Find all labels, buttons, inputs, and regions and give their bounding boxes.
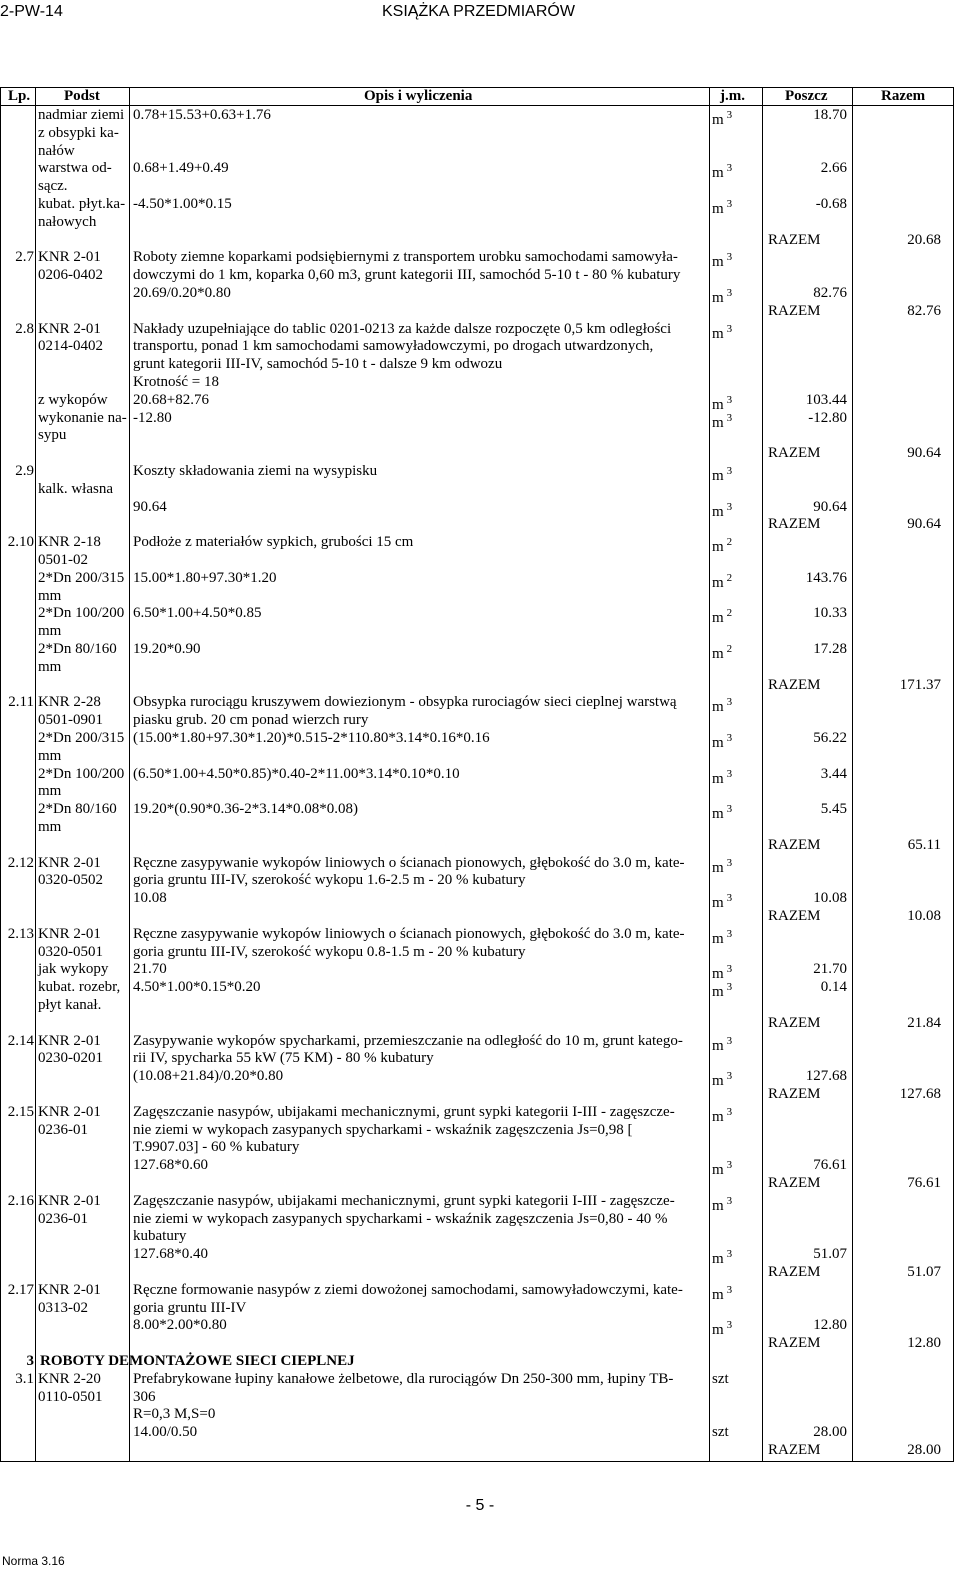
row-basis-line: kubat. rozebr, (38, 979, 121, 996)
row-partial-value: 143.76 (805, 569, 847, 586)
row-basis-line: nałów (38, 142, 75, 159)
row-basis-line: nadmiar ziemi (38, 107, 125, 123)
row-basis-line: 0230-0201 (38, 1050, 103, 1067)
row-basis-line: 0320-0502 (38, 872, 103, 889)
razem-label: RAZEM (768, 1086, 821, 1102)
row-unit: m $^3$ (712, 1319, 733, 1339)
row-description-line: 0.78+15.53+0.63+1.76 (133, 107, 271, 123)
row-basis-line: sypu (38, 427, 67, 444)
row-unit: m $^3$ (712, 767, 733, 787)
row-partial-value: 12.80 (813, 1317, 847, 1334)
row-description-line: goria gruntu III-IV, szerokość wykopu 1.6-2.5 m - 20 % kubatury (133, 872, 526, 889)
row-number: 2.7 (15, 249, 34, 266)
row-basis-line: mm (38, 747, 62, 764)
row-basis-line: mm (38, 658, 62, 675)
row-unit: m $^3$ (712, 500, 733, 520)
row-unit: m $^3$ (712, 109, 733, 128)
row-description-line: R=0,3 M,S=0 (133, 1406, 216, 1423)
row-partial-value: 18.70 (813, 107, 847, 123)
row-unit: m $^3$ (712, 465, 733, 484)
row-basis-line: płyt kanał. (38, 997, 102, 1013)
row-description-line: 127.68*0.60 (133, 1157, 208, 1174)
row-partial-value: -0.68 (815, 196, 847, 212)
row-basis-line: KNR 2-01 (38, 854, 101, 871)
row-unit: m $^3$ (712, 1283, 733, 1303)
document-title: KSIĄŻKA PRZEDMIARÓW (382, 3, 575, 20)
row-description-line: Ręczne zasypywanie wykopów liniowych o ścianach pionowych, głębokość do 3.0 m, kate- (133, 854, 685, 871)
row-unit: szt (712, 1424, 729, 1441)
razem-label: RAZEM (768, 231, 821, 248)
col-border-lp (35, 87, 36, 1462)
row-basis-line: 2*Dn 100/200 (38, 765, 125, 782)
row-number: 2.12 (7, 854, 34, 871)
row-unit: m $^3$ (712, 732, 733, 751)
row-partial-value: 5.45 (820, 801, 847, 818)
row-basis-line: 2*Dn 200/315 (38, 730, 125, 746)
row-description-line: kubatury (133, 1228, 187, 1245)
row-unit: m $^3$ (712, 981, 733, 1001)
razem-label: RAZEM (768, 1335, 821, 1352)
row-description-line: 19.20*(0.90*0.36-2*3.14*0.08*0.08) (133, 801, 358, 818)
row-unit: m $^3$ (712, 927, 733, 947)
row-unit: m $^3$ (712, 198, 733, 217)
razem-label: RAZEM (768, 1264, 821, 1280)
row-unit: m $^3$ (712, 287, 733, 306)
row-basis-line: 0206-0402 (38, 267, 103, 284)
row-unit: m $^3$ (712, 1105, 733, 1125)
row-total-value: 20.68 (907, 231, 941, 248)
row-partial-value: 76.61 (813, 1157, 847, 1174)
row-basis-line: KNR 2-01 (38, 1281, 101, 1298)
row-description-line: rii IV, spycharka 55 kW (75 KM) - 80 % kubatury (133, 1050, 434, 1067)
row-partial-value: 17.28 (813, 641, 847, 657)
row-basis-line: warstwa od- (38, 160, 112, 177)
row-basis-line: KNR 2-28 (38, 694, 101, 711)
razem-label: RAZEM (768, 1014, 821, 1031)
row-basis-line: 0501-0901 (38, 712, 103, 729)
row-description-line: grunt kategorii III-IV, samochód 5-10 t - dalsze 9 km odwozu (133, 356, 503, 373)
razem-label: RAZEM (768, 908, 821, 924)
row-description-line: Prefabrykowane łupiny kanałowe żelbetowe, dla rurociągów Dn 250-300 mm, łupiny TB- (133, 1370, 674, 1387)
row-description-line: Roboty ziemne koparkami podsiębiernymi z transportem urobku samochodami samowyła- (133, 249, 678, 266)
row-description-line: 19.20*0.90 (133, 641, 201, 657)
row-basis-line: 0110-0501 (38, 1388, 103, 1405)
razem-label: RAZEM (768, 445, 821, 462)
razem-label: RAZEM (768, 516, 821, 533)
razem-label: RAZEM (768, 676, 821, 693)
row-description-line: 14.00/0.50 (133, 1424, 198, 1441)
document-code: 2-PW-14 (0, 3, 63, 20)
row-basis-line: 2*Dn 80/160 (38, 801, 117, 818)
row-basis-line: kalk. własna (38, 480, 113, 497)
row-total-value: 127.68 (899, 1086, 941, 1102)
row-basis-line: 2*Dn 80/160 (38, 641, 117, 657)
row-unit: m $^3$ (712, 892, 733, 912)
row-number: 2.17 (7, 1281, 34, 1298)
row-number: 2.10 (7, 534, 34, 551)
header-lp: Lp. (8, 88, 31, 104)
row-total-value: 51.07 (907, 1264, 941, 1280)
row-partial-value: 56.22 (813, 730, 847, 746)
row-basis-line: mm (38, 623, 62, 640)
row-basis-line: KNR 2-18 (38, 534, 101, 551)
row-partial-value: 10.08 (813, 890, 847, 907)
row-unit: m $^3$ (712, 1070, 733, 1090)
header-opis: Opis i wyliczenia (364, 88, 473, 104)
row-number: 2.11 (8, 694, 34, 711)
row-unit: m $^3$ (712, 251, 733, 271)
row-total-value: 21.84 (907, 1014, 941, 1031)
row-description-line: 8.00*2.00*0.80 (133, 1317, 227, 1334)
row-description-line: dowczymi do 1 km, koparka 0,60 m3, grunt kategorii III, samochód 5-10 t - 80 % kubatury (133, 267, 681, 284)
row-number: 2.16 (7, 1192, 34, 1209)
row-description-line: (6.50*1.00+4.50*0.85)*0.40-2*11.00*3.14*0.10*0.10 (133, 765, 460, 782)
row-basis-line: sącz. (38, 178, 68, 195)
row-number: 2.8 (15, 320, 34, 337)
row-partial-value: 51.07 (813, 1246, 847, 1263)
row-unit: m $^3$ (712, 411, 733, 431)
row-partial-value: 28.00 (813, 1424, 847, 1441)
row-unit: m $^3$ (712, 322, 733, 342)
row-total-value: 90.64 (907, 445, 941, 462)
row-description-line: Nakłady uzupełniające do tablic 0201-0213 za każde dalsze rozpoczęte 0,5 km odległości (133, 320, 672, 337)
row-basis-line: KNR 2-01 (38, 320, 101, 337)
row-description-line: nie ziemi w wykopach zasypanych spycharkami - wskaźnik zagęszczenia Js=0,98 [ (133, 1121, 633, 1138)
row-description-line: 10.08 (133, 890, 167, 907)
row-partial-value: 10.33 (813, 605, 847, 622)
row-partial-value: 103.44 (805, 391, 847, 408)
row-description-line: nie ziemi w wykopach zasypanych spycharkami - wskaźnik zagęszczenia Js=0,80 - 40 % (133, 1210, 668, 1227)
header-jm: j.m. (720, 88, 745, 104)
row-total-value: 65.11 (907, 836, 941, 853)
row-description-line: (15.00*1.80+97.30*1.20)*0.515-2*110.80*3.14*0.16*0.16 (133, 730, 490, 746)
table-bottom-border (0, 1461, 954, 1462)
row-description-line: piasku grub. 20 cm ponad wierzch rury (133, 712, 369, 729)
row-unit: m $^2$ (712, 536, 733, 556)
row-partial-value: 82.76 (813, 285, 847, 301)
razem-label: RAZEM (768, 836, 821, 853)
row-basis-line: KNR 2-01 (38, 1103, 101, 1120)
row-number: 2.14 (7, 1032, 34, 1049)
row-basis-line: 0313-02 (38, 1299, 88, 1316)
row-number: 2.9 (15, 463, 34, 479)
row-basis-line: KNR 2-01 (38, 925, 101, 942)
row-description-line: 20.68+82.76 (133, 391, 209, 408)
razem-label: RAZEM (768, 1442, 821, 1458)
row-total-value: 28.00 (907, 1442, 941, 1458)
row-unit: m $^3$ (712, 696, 733, 716)
row-partial-value: 3.44 (820, 765, 847, 782)
row-total-value: 10.08 (907, 908, 941, 924)
row-unit: m $^3$ (712, 393, 733, 413)
table-header-border (0, 105, 954, 106)
row-total-value: 12.80 (907, 1335, 941, 1352)
col-border-poszcz (852, 87, 853, 1462)
row-description-line: Krotność = 18 (133, 374, 219, 390)
row-description-line: 20.69/0.20*0.80 (133, 285, 231, 301)
row-description-line: goria gruntu III-IV (133, 1299, 247, 1316)
row-unit: m $^3$ (712, 1248, 733, 1268)
row-partial-value: 0.14 (820, 979, 847, 996)
row-description-line: Zagęszczanie nasypów, ubijakami mechanicznymi, grunt sypki kategorii I-III - zagęszcze- (133, 1192, 675, 1209)
razem-label: RAZEM (768, 302, 821, 319)
col-border-left (0, 87, 1, 1462)
row-number: 2.13 (7, 925, 34, 942)
row-description-line: Obsypka rurociągu kruszywem dowiezionym - obsypka rurociagów sieci cieplnej warstwą (133, 694, 677, 711)
row-description-line: Ręczne formowanie nasypów z ziemi dowożonej samochodami, samowyładowczymi, kate- (133, 1281, 683, 1298)
row-description-line: Podłoże z materiałów sypkich, grubości 15 cm (133, 534, 414, 551)
col-border-opis (709, 87, 710, 1462)
row-unit: m $^3$ (712, 963, 733, 983)
row-unit: szt (712, 1370, 729, 1387)
row-basis-line: mm (38, 587, 62, 604)
row-unit: m $^3$ (712, 803, 733, 823)
row-description-line: 6.50*1.00+4.50*0.85 (133, 605, 262, 622)
row-basis-line: 0236-01 (38, 1210, 88, 1227)
section-title: ROBOTY DEMONTAŻOWE SIECI CIEPLNEJ (40, 1353, 355, 1369)
row-description-line: 21.70 (133, 961, 167, 978)
row-description-line: 127.68*0.40 (133, 1246, 208, 1263)
row-number: 2.15 (7, 1103, 34, 1120)
row-basis-line: 0320-0501 (38, 943, 103, 960)
row-basis-line: 0501-02 (38, 552, 88, 568)
row-description-line: Ręczne zasypywanie wykopów liniowych o ścianach pionowych, głębokość do 3.0 m, kate- (133, 925, 685, 942)
page-header (0, 3, 960, 23)
row-basis-line: 0214-0402 (38, 338, 103, 355)
razem-label: RAZEM (768, 1175, 821, 1191)
row-basis-line: KNR 2-01 (38, 249, 101, 266)
row-description-line: -4.50*1.00*0.15 (133, 196, 232, 212)
row-description-line: Zasypywanie wykopów spycharkami, przemieszczanie na odległość do 10 m, grunt katego- (133, 1032, 683, 1049)
row-total-value: 90.64 (907, 516, 941, 533)
row-unit: m $^2$ (712, 643, 733, 662)
col-border-podst (129, 87, 130, 1462)
row-unit: m $^2$ (712, 607, 733, 627)
row-description-line: 4.50*1.00*0.15*0.20 (133, 979, 261, 996)
software-version: Norma 3.16 (2, 1554, 65, 1568)
row-description-line: 0.68+1.49+0.49 (133, 160, 229, 177)
row-basis-line: mm (38, 783, 62, 800)
row-description-line: 306 (133, 1388, 156, 1405)
estimate-table (0, 87, 954, 1462)
header-podst: Podst (64, 88, 100, 104)
header-poszcz: Poszcz (785, 88, 828, 104)
row-total-value: 171.37 (899, 676, 941, 693)
row-basis-line: 0236-01 (38, 1121, 88, 1138)
row-partial-value: -12.80 (808, 409, 847, 426)
row-basis-line: kubat. płyt.ka- (38, 196, 126, 212)
row-description-line: (10.08+21.84)/0.20*0.80 (133, 1068, 284, 1085)
col-border-right (953, 87, 954, 1462)
row-basis-line: wykonanie na- (38, 409, 127, 426)
row-partial-value: 21.70 (813, 961, 847, 978)
row-description-line: transportu, ponad 1 km samochodami samowyładowczymi, po drogach utwardzonych, (133, 338, 654, 355)
row-basis-line: nałowych (38, 213, 97, 230)
row-basis-line: z wykopów (38, 391, 108, 408)
row-total-value: 76.61 (907, 1175, 941, 1191)
row-basis-line: KNR 2-01 (38, 1032, 101, 1049)
row-description-line: Zagęszczanie nasypów, ubijakami mechanicznymi, grunt sypki kategorii I-III - zagęszcze- (133, 1103, 675, 1120)
page-number: - 5 - (465, 1497, 495, 1514)
row-description-line: 90.64 (133, 498, 167, 515)
row-total-value: 82.76 (907, 302, 941, 319)
row-basis-line: KNR 2-01 (38, 1192, 101, 1209)
row-unit: m $^3$ (712, 1194, 733, 1214)
row-number: 3.1 (15, 1370, 34, 1387)
row-basis-line: jak wykopy (38, 961, 109, 978)
row-partial-value: 2.66 (820, 160, 847, 177)
row-unit: m $^3$ (712, 1159, 733, 1179)
header-razem: Razem (881, 88, 926, 104)
row-number: 3 (26, 1353, 34, 1369)
row-unit: m $^3$ (712, 162, 733, 182)
row-basis-line: 2*Dn 200/315 (38, 569, 125, 586)
row-basis-line: 2*Dn 100/200 (38, 605, 125, 622)
row-basis-line: z obsypki ka- (38, 124, 119, 141)
row-unit: m $^2$ (712, 571, 733, 591)
row-description-line: goria gruntu III-IV, szerokość wykopu 0.8-1.5 m - 20 % kubatury (133, 943, 526, 960)
row-unit: m $^3$ (712, 1034, 733, 1054)
row-description-line: 15.00*1.80+97.30*1.20 (133, 569, 277, 586)
row-partial-value: 127.68 (805, 1068, 847, 1085)
row-description-line: T.9907.03] - 60 % kubatury (133, 1139, 300, 1156)
row-unit: m $^3$ (712, 856, 733, 876)
row-description-line: Koszty składowania ziemi na wysypisku (133, 463, 378, 479)
row-basis-line: mm (38, 819, 62, 835)
row-basis-line: KNR 2-20 (38, 1370, 101, 1387)
row-description-line: -12.80 (133, 409, 172, 426)
row-partial-value: 90.64 (813, 498, 847, 515)
